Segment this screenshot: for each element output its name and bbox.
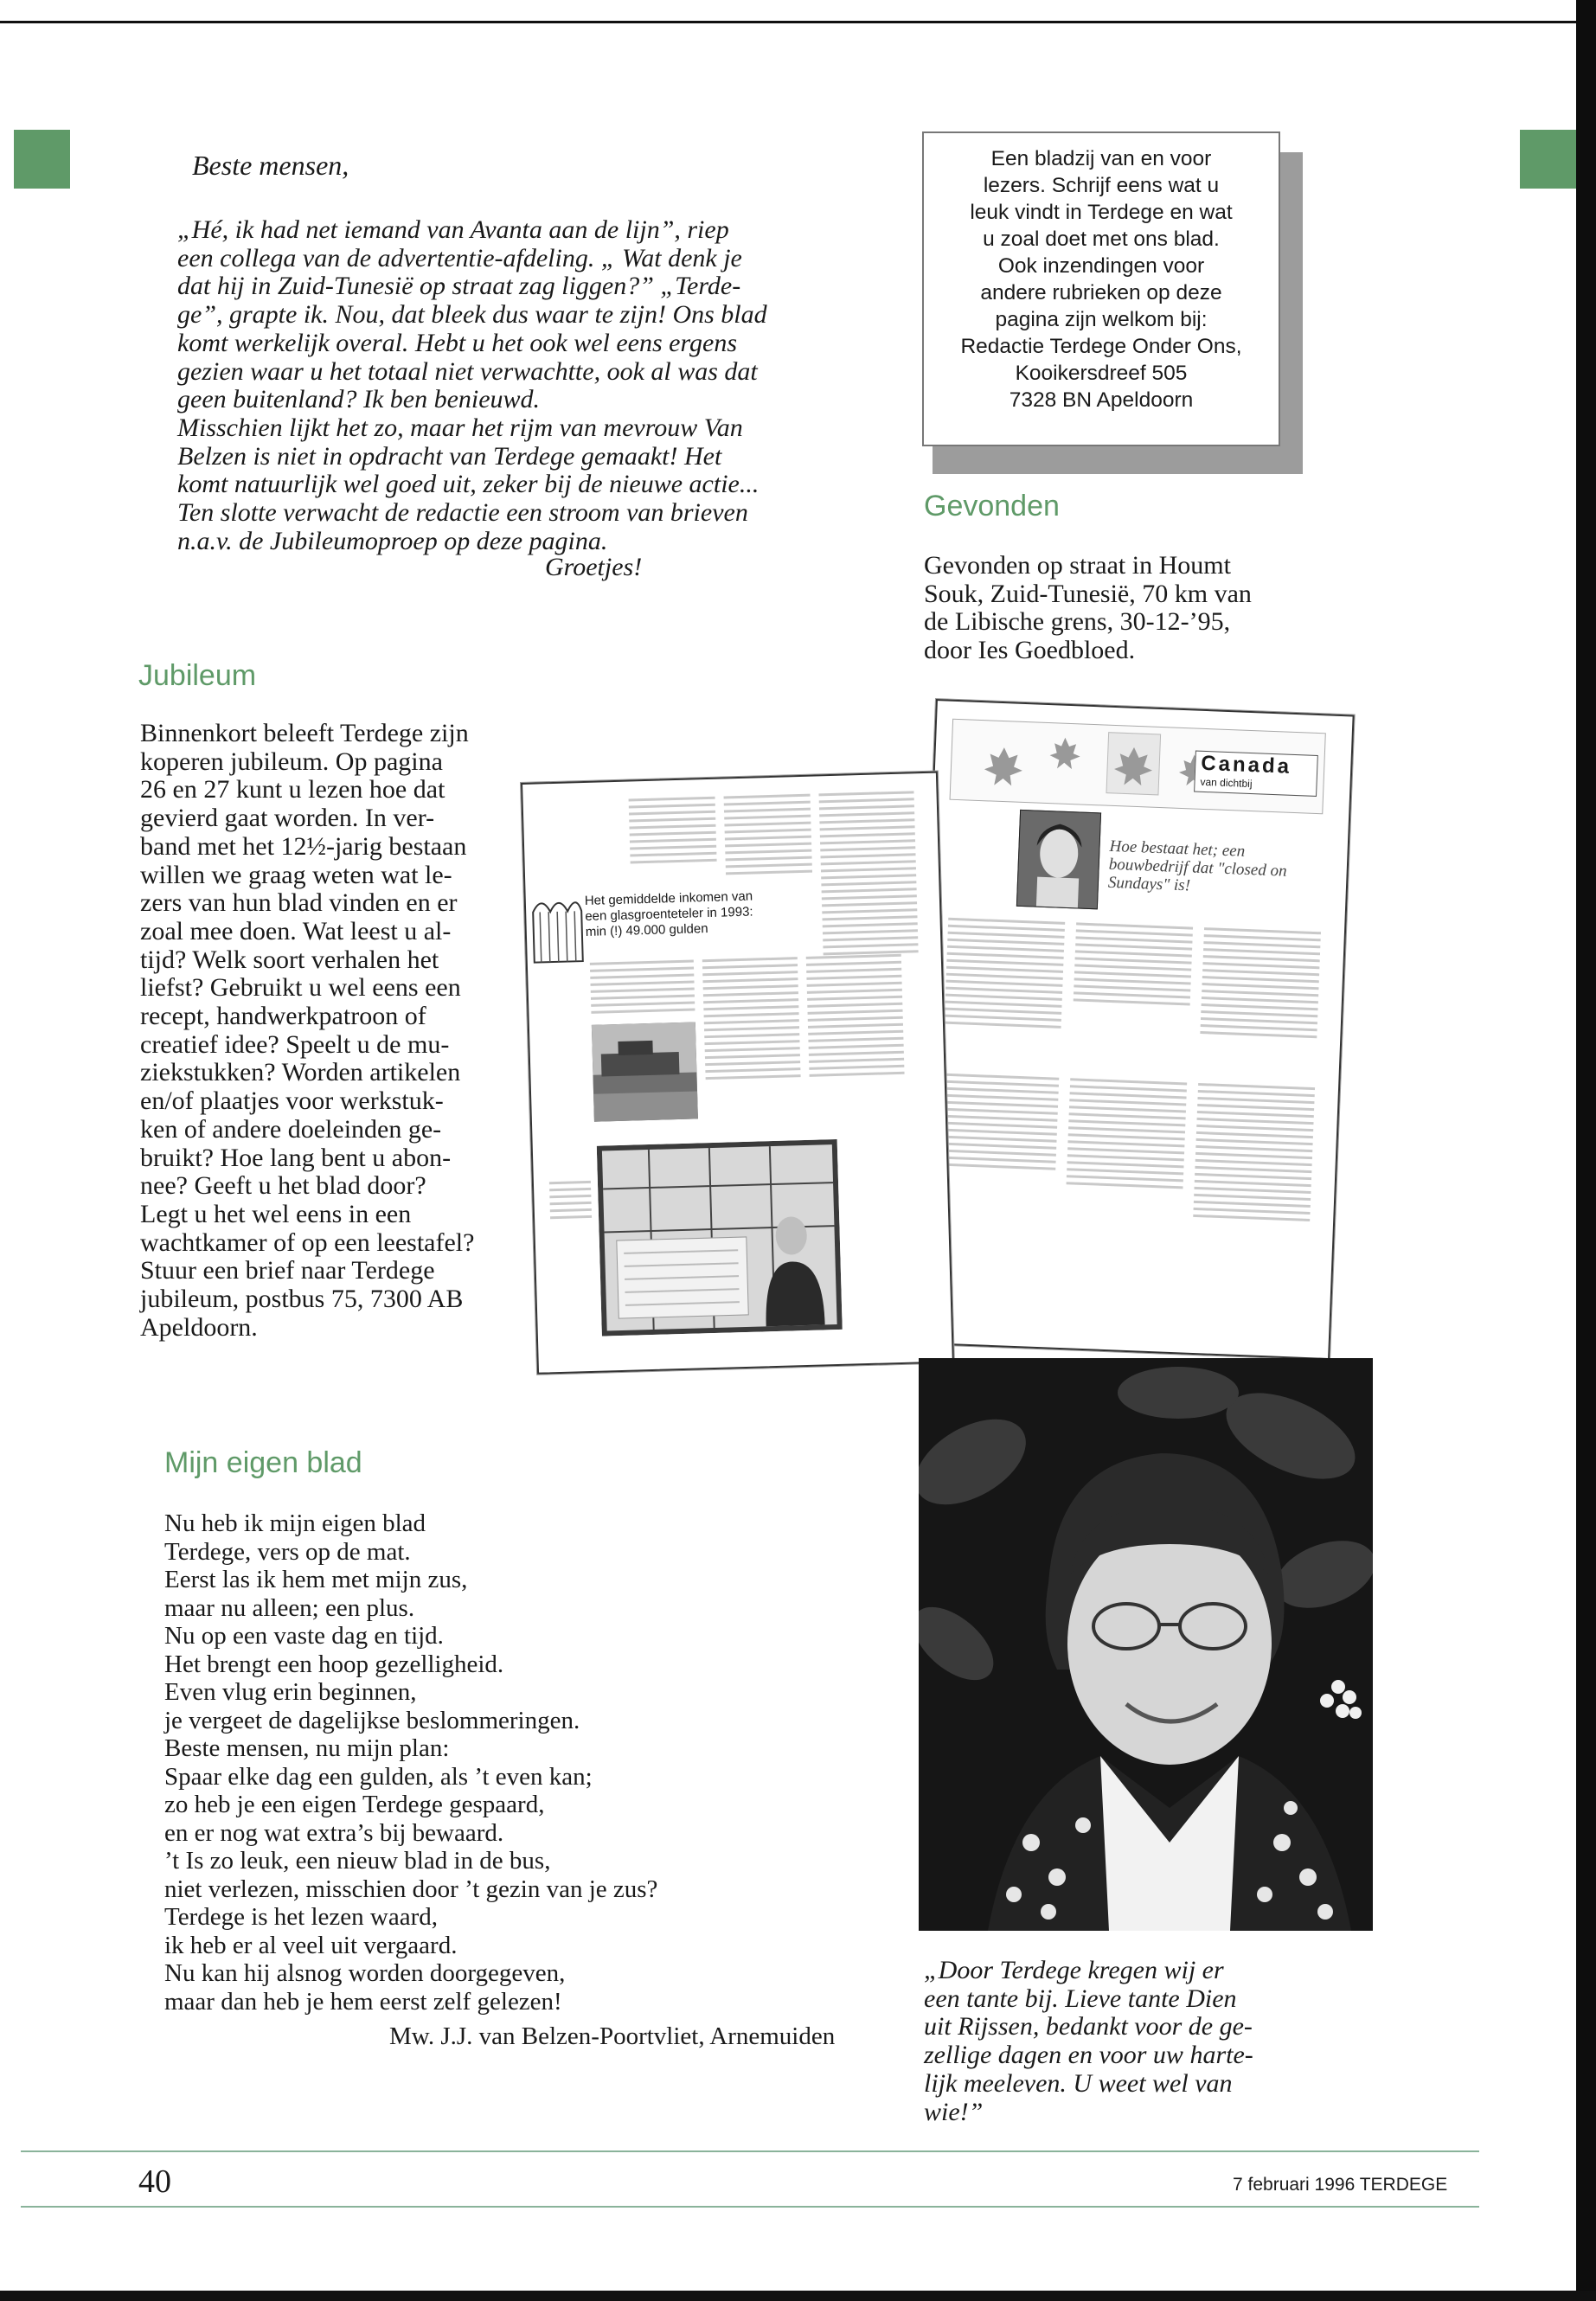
jubileum-line: en/of plaatjes voor werkstuk- (140, 1086, 444, 1116)
portrait-woman-photo (1016, 810, 1101, 910)
canada-column-2 (1074, 922, 1194, 1009)
letter-line: komt werkelijk overal. Hebt u het ook wel eens ergens (177, 328, 738, 357)
poem-line: ’t Is zo leuk, een nieuw blad in de bus, (164, 1847, 551, 1875)
infobox-line: 7328 BN Apeldoorn (1009, 388, 1194, 412)
jubileum-heading: Jubileum (138, 659, 257, 692)
letter-line: „Hé, ik had net iemand van Avanta aan de lijn”, riep (177, 215, 729, 244)
poem-line: zo heb je een eigen Terdege gespaard, (164, 1791, 545, 1818)
caption-line: zellige dagen en voor uw harte- (924, 2041, 1253, 2070)
poem-line: niet verlezen, misschien door ’t gezin van je zus? (164, 1875, 658, 1903)
poem-line: Het brengt een hoop gezelligheid. (164, 1650, 504, 1678)
page-number: 40 (138, 2163, 171, 2200)
section-tab-right (1520, 130, 1576, 189)
gevonden-text (924, 552, 1322, 665)
poem-line: maar dan heb je hem eerst zelf gelezen! (164, 1987, 562, 2016)
letter-line: n.a.v. de Jubileumoproep op deze pagina. (177, 526, 608, 555)
scan-edge-right (1576, 0, 1596, 2301)
scan-edge-bottom (0, 2291, 1596, 2301)
caption-line: „Door Terdege kregen wij er (924, 1956, 1224, 1984)
jubileum-text (140, 720, 503, 1342)
jubileum-line: band met het 12½-jarig bestaan (140, 831, 467, 861)
caption-line: een tante bij. Lieve tante Dien (924, 1984, 1237, 2013)
jubileum-line: jubileum, postbus 75, 7300 AB (140, 1285, 464, 1314)
poem-line: Terdege is het lezen waard, (164, 1903, 438, 1931)
letter-line: ge”, grapte ik. Nou, dat bleek dus waar te zijn! Ons blad (177, 300, 767, 330)
caption-line: lijk meeleven. U weet wel van (924, 2068, 1233, 2098)
canada-column-1 (944, 918, 1065, 1033)
greenhouse-column-3 (818, 791, 918, 959)
letter-line: Misschien lijkt het zo, maar het rijm van mevrouw Van (177, 413, 743, 442)
poem-line: Spaar elke dag een gulden, als ’t even kan; (164, 1762, 593, 1791)
jubileum-line: nee? Geeft u het blad door? (140, 1171, 426, 1201)
gevonden-line: Gevonden op straat in Houmt (924, 551, 1231, 580)
infobox-line: pagina zijn welkom bij: (995, 308, 1208, 331)
canada-title: Canada (1200, 751, 1292, 779)
gevonden-line: de Libische grens, 30-12-’95, (924, 607, 1231, 637)
greenhouse-column-2 (724, 794, 813, 880)
greenhouse-column-4 (590, 960, 695, 1018)
gevonden-heading: Gevonden (924, 490, 1060, 522)
letter-line: een collega van de advertentie-afdeling. „ Wat denk je (177, 243, 742, 272)
jubileum-line: Stuur een brief naar Terdege (140, 1256, 435, 1285)
canada-column-6 (1193, 1083, 1315, 1226)
footer-rule-bottom (21, 2206, 1479, 2208)
poem-heading: Mijn eigen blad (164, 1446, 362, 1479)
letter-line: geen buitenland? Ik ben benieuwd. (177, 385, 541, 414)
jubileum-line: recept, handwerkpatroon of (140, 1002, 426, 1031)
poem-line: Nu op een vaste dag en tijd. (164, 1622, 444, 1650)
jubileum-line: koperen jubileum. Op pagina (140, 747, 443, 776)
greenhouse-headline: Het gemiddelde inkomen van een glasgroenteteler in 1993: min (!) 49.000 gulden (584, 888, 753, 939)
poem-line: ik heb er al veel uit vergaard. (164, 1931, 458, 1959)
infobox-line: andere rubrieken op deze (980, 281, 1222, 304)
jubileum-line: creatief idee? Speelt u de mu- (140, 1029, 450, 1059)
infobox-line: Ook inzendingen voor (997, 254, 1205, 278)
poem-line: en er nog wat extra’s bij bewaard. (164, 1818, 504, 1847)
infobox-line: Redactie Terdege Onder Ons, (960, 335, 1242, 358)
jubileum-line: Binnenkort beleeft Terdege zijn (140, 719, 469, 747)
caption-line: uit Rijssen, bedankt voor de ge- (924, 2012, 1253, 2041)
jubileum-line: willen we graag weten wat le- (140, 860, 452, 889)
greenhouse-building-photo (592, 1022, 698, 1121)
section-tab-left (14, 130, 70, 189)
infobox-line: u zoal doet met ons blad. (983, 228, 1220, 251)
poem-line: Beste mensen, nu mijn plan: (164, 1734, 450, 1762)
letter-line: gezien waar u het totaal niet verwachtte, ook al was dat (177, 356, 758, 386)
letter-signoff: Groetjes! (545, 553, 643, 581)
letter-line: komt natuurlijk wel goed uit, zeker bij de nieuwe actie... (177, 470, 760, 499)
poem-line: Even vlug erin beginnen, (164, 1678, 417, 1706)
canada-column-5 (1066, 1078, 1187, 1193)
jubileum-line: Apeldoorn. (140, 1312, 258, 1342)
jubileum-line: zoal mee doen. Wat leest u al- (140, 916, 452, 945)
infobox-line: Kooikersdreef 505 (1015, 362, 1188, 385)
jubileum-line: ken of andere doeleinden ge- (140, 1114, 442, 1144)
greenhouse-column-5 (702, 957, 801, 1084)
gevonden-line: Souk, Zuid-Tunesië, 70 km van (924, 579, 1252, 608)
jubileum-line: zers van hun blad vinden en er (140, 888, 458, 918)
infobox-line: Een bladzij van en voor (990, 147, 1212, 170)
poem-line: maar nu alleen; een plus. (164, 1593, 415, 1622)
jubileum-line: Legt u het wel eens in een (140, 1199, 412, 1228)
magazine-page-canada (911, 699, 1354, 1360)
jubileum-line: wachtkamer of op een leestafel? (140, 1227, 475, 1257)
infobox-line: lezers. Schrijf eens wat u (983, 174, 1220, 197)
gevonden-line: door Ies Goedbloed. (924, 636, 1136, 665)
infobox-line: leuk vindt in Terdege en wat (970, 201, 1233, 224)
canada-subtitle: van dichtbij (1200, 775, 1253, 791)
poem-line: Terdege, vers op de mat. (164, 1537, 411, 1566)
poem-line: Nu heb ik mijn eigen blad (164, 1509, 426, 1537)
greenhouse-column-6 (806, 954, 905, 1081)
reader-infobox (922, 131, 1280, 446)
magazine-page-greenhouse (521, 772, 954, 1375)
letter-line: Ten slotte verwacht de redactie een stroom van brieven (177, 498, 748, 528)
canada-column-4 (939, 1074, 1059, 1175)
jubileum-line: 26 en 27 kunt u lezen hoe dat (140, 775, 445, 804)
poem-line: Nu kan hij alsnog worden doorgegeven, (164, 1959, 566, 1987)
poem-line: je vergeet de dagelijkse beslommeringen. (164, 1706, 580, 1734)
canada-pullquote: Hoe bestaat het; een bouwbedrijf dat "closed on Sundays" is! (1107, 836, 1287, 895)
poem-line: Eerst las ik hem met mijn zus, (164, 1566, 468, 1593)
letter-line: Belzen is niet in opdracht van Terdege gemaakt! Het (177, 441, 722, 471)
letter-line: dat hij in Zuid-Tunesië op straat zag liggen?” „Terde- (177, 272, 741, 301)
canada-title-box (1194, 751, 1318, 797)
letter-body (177, 216, 869, 555)
greenhouse-column-1 (629, 797, 717, 868)
jubileum-line: gevierd gaat worden. In ver- (140, 804, 435, 833)
greenhouse-man-photo (597, 1139, 843, 1336)
jubileum-line: bruikt? Hoe lang bent u abon- (140, 1143, 452, 1172)
issue-date: 7 februari 1996 TERDEGE (1233, 2175, 1448, 2195)
poem-author: Mw. J.J. van Belzen-Poortvliet, Arnemuiden (389, 2022, 836, 2050)
greenhouse-sketch-icon (529, 885, 584, 965)
footer-rule-top (21, 2150, 1479, 2152)
greenhouse-caption-column (549, 1181, 592, 1223)
letter-salutation: Beste mensen, (192, 150, 349, 181)
jubileum-line: tijd? Welk soort verhalen het (140, 945, 439, 974)
jubileum-line: liefst? Gebruikt u wel eens een (140, 973, 461, 1003)
jubileum-line: ziekstukken? Worden artikelen (140, 1058, 461, 1087)
canada-column-3 (1200, 927, 1321, 1042)
caption-line: wie!” (924, 2097, 984, 2126)
photo-caption (924, 1957, 1330, 2126)
photo-aunt-dien (919, 1358, 1373, 1931)
scan-edge-top (0, 21, 1596, 23)
poem-body (164, 1509, 908, 2016)
